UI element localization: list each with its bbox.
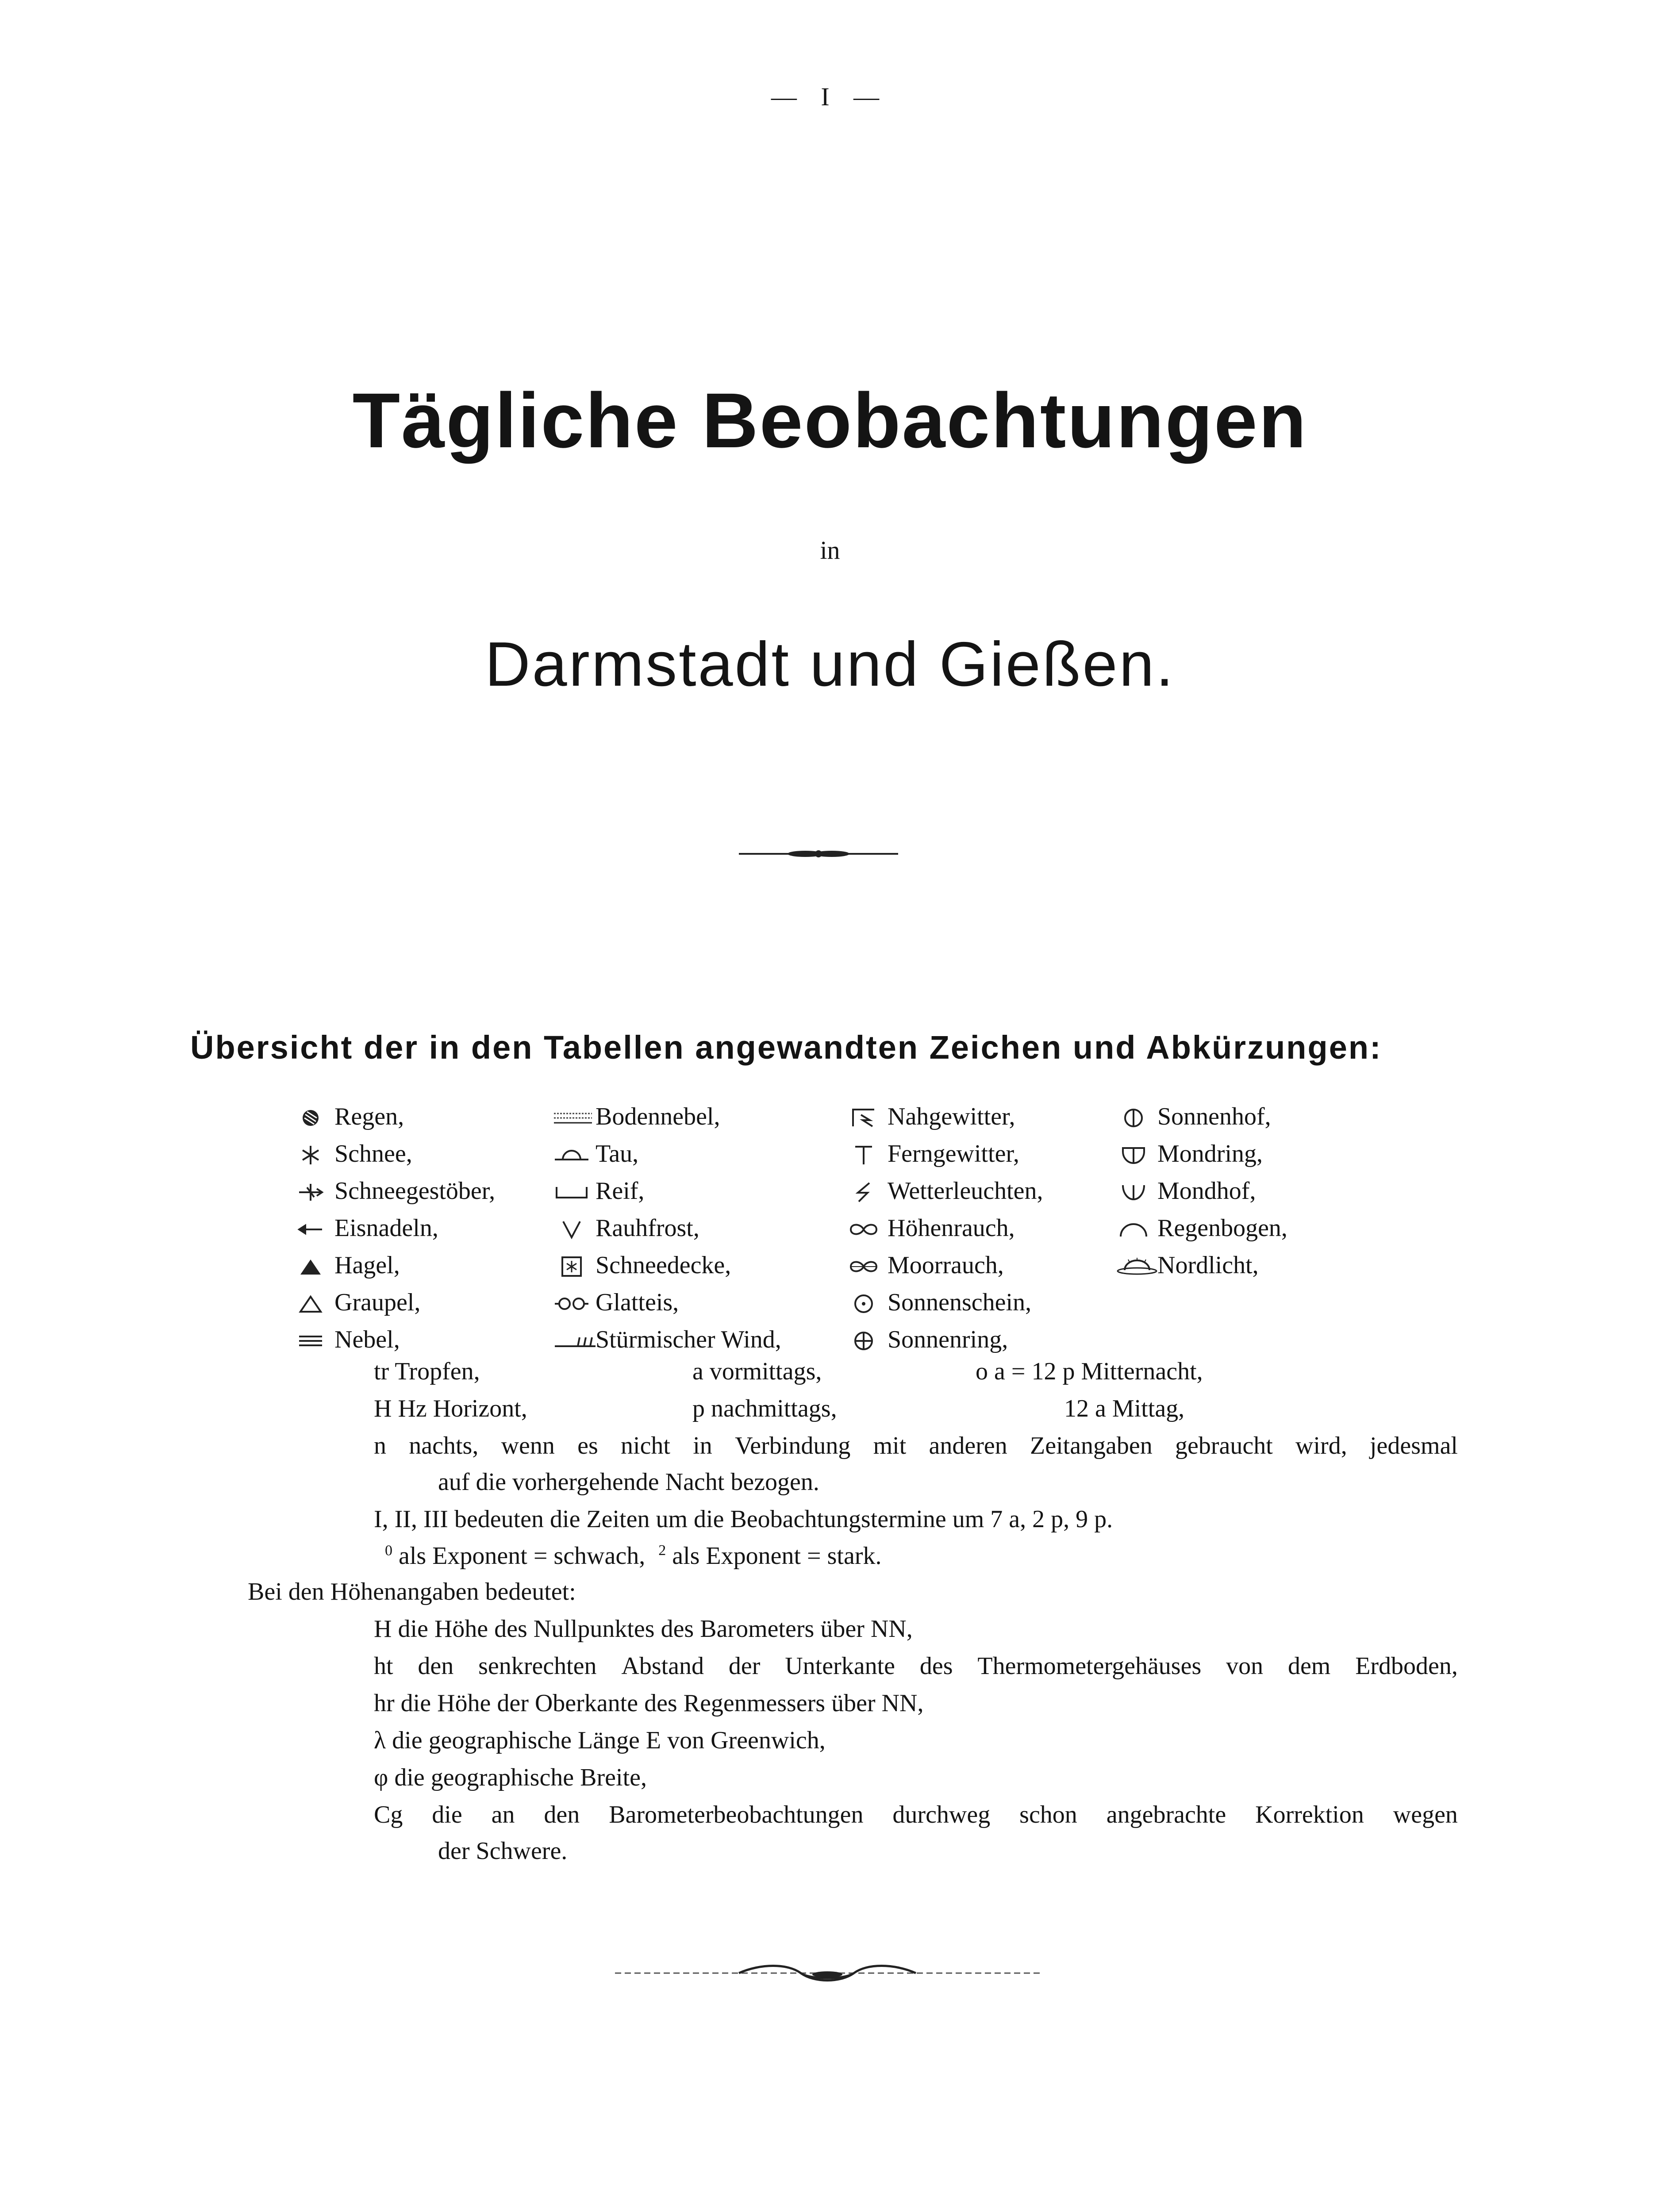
- symbol-entry: [845, 1247, 1004, 1284]
- haze-icon: [845, 1215, 882, 1241]
- heights-ht-word: ht: [374, 1652, 393, 1680]
- abbr-n-word: n: [374, 1432, 386, 1459]
- symbol-entry: [292, 1098, 404, 1135]
- abbr-a: a vormittags,: [692, 1358, 822, 1385]
- symbol-label: Wetterleuchten,: [888, 1177, 1043, 1205]
- symbol-label: Eisnadeln,: [334, 1214, 438, 1242]
- abbr-n-word: Zeitangaben: [1030, 1432, 1153, 1459]
- symbol-entry: [292, 1284, 420, 1321]
- symbol-label: Regen,: [334, 1103, 404, 1130]
- symbol-entry: [292, 1210, 438, 1247]
- symbol-label: Rauhfrost,: [596, 1214, 699, 1242]
- symbol-label: Reif,: [596, 1177, 645, 1205]
- abbr-n-word: Verbindung: [735, 1432, 851, 1459]
- symbol-entry: [292, 1247, 400, 1284]
- moor-smoke-icon: [845, 1252, 882, 1279]
- abbr-tr: tr Tropfen,: [374, 1358, 480, 1385]
- symbol-label: Sonnenhof,: [1157, 1103, 1271, 1130]
- symbol-label: Bodennebel,: [596, 1103, 720, 1130]
- abbr-n-word: jedesmal: [1369, 1432, 1458, 1459]
- abbr-n-word: gebraucht: [1175, 1432, 1273, 1459]
- symbol-entry: [292, 1172, 495, 1210]
- symbol-entry: [1115, 1210, 1287, 1247]
- heights-intro: Bei den Höhenangaben bedeutet:: [248, 1578, 576, 1605]
- rain-icon: [292, 1103, 329, 1130]
- heights-cg2: der Schwere.: [438, 1837, 568, 1865]
- symbol-label: Regenbogen,: [1157, 1214, 1287, 1242]
- abbr-n-line2: auf die vorhergehende Nacht bezogen.: [438, 1468, 819, 1496]
- rainbow-icon: [1115, 1215, 1152, 1241]
- symbol-entry: [845, 1172, 1043, 1210]
- storm-icon: [553, 1326, 590, 1353]
- abbr-n-word: wird,: [1295, 1432, 1347, 1459]
- sun-ring-icon: [845, 1326, 882, 1353]
- sheet-lightning-icon: [845, 1178, 882, 1204]
- moon-ring-icon: [1115, 1141, 1152, 1167]
- symbol-entry: [845, 1135, 1019, 1172]
- heights-ht: [374, 1652, 1458, 1680]
- abbr-n-word: anderen: [929, 1432, 1007, 1459]
- exp-two-text: als Exponent = stark.: [672, 1542, 882, 1570]
- heights-ht-word: Erdboden,: [1355, 1652, 1458, 1680]
- heights-H: H die Höhe des Nullpunktes des Barometers über NN,: [374, 1615, 913, 1643]
- symbol-entry: [553, 1098, 720, 1135]
- abbr-n-word: nachts,: [409, 1432, 479, 1459]
- heights-ht-word: Thermometergehäuses: [977, 1652, 1202, 1680]
- abbr-12a: 12 a Mittag,: [1064, 1395, 1185, 1422]
- symbol-label: Moorrauch,: [888, 1252, 1004, 1279]
- overview-heading: Übersicht der in den Tabellen angewandten Zeichen und Abkürzungen:: [190, 1029, 1382, 1066]
- symbol-label: Schneedecke,: [596, 1252, 731, 1279]
- symbol-label: Nahgewitter,: [888, 1103, 1015, 1130]
- symbol-label: Stürmischer Wind,: [596, 1326, 781, 1353]
- abbr-n-word: mit: [873, 1432, 907, 1459]
- symbol-label: Ferngewitter,: [888, 1140, 1019, 1167]
- symbol-label: Nordlicht,: [1157, 1252, 1259, 1279]
- heights-ht-word: senkrechten: [478, 1652, 597, 1680]
- symbol-label: Mondhof,: [1157, 1177, 1256, 1205]
- symbol-label: Sonnenschein,: [888, 1289, 1032, 1316]
- heights-ht-word: von: [1226, 1652, 1264, 1680]
- distant-thunderstorm-icon: [845, 1141, 882, 1167]
- ornament-footer: [615, 1960, 1040, 1986]
- symbol-label: Hagel,: [334, 1252, 400, 1279]
- heights-ht-word: Abstand: [621, 1652, 704, 1680]
- heights-cg-word: an: [491, 1801, 515, 1828]
- hail-icon: [292, 1252, 329, 1279]
- abbr-oa: o a = 12 p Mitternacht,: [976, 1358, 1203, 1385]
- title-connector: in: [820, 536, 840, 565]
- abbr-p: p nachmittags,: [692, 1395, 837, 1422]
- heights-cg-word: wegen: [1393, 1801, 1458, 1828]
- symbol-label: Mondring,: [1157, 1140, 1263, 1167]
- symbol-entry: [553, 1135, 638, 1172]
- dew-icon: [553, 1141, 590, 1167]
- symbol-entry: [1115, 1172, 1256, 1210]
- sunshine-icon: [845, 1289, 882, 1316]
- heights-hr: hr die Höhe der Oberkante des Regenmessers über NN,: [374, 1690, 924, 1717]
- ice-needles-icon: [292, 1215, 329, 1241]
- frost-icon: [553, 1178, 590, 1204]
- page-title: Tägliche Beobachtungen: [352, 377, 1308, 464]
- abbr-n-word: es: [577, 1432, 598, 1459]
- ornament-divider: [739, 845, 903, 863]
- symbol-entry: [845, 1098, 1015, 1135]
- abbr-exponents: [385, 1542, 881, 1570]
- symbol-label: Höhenrauch,: [888, 1214, 1015, 1242]
- exp-zero-sup: 0: [385, 1542, 392, 1559]
- sun-halo-icon: [1115, 1103, 1152, 1130]
- exp-zero-text: als Exponent = schwach,: [399, 1542, 646, 1570]
- heights-cg-word: Barometerbeobachtungen: [609, 1801, 864, 1828]
- symbol-label: Glatteis,: [596, 1289, 679, 1316]
- abbr-n-word: in: [693, 1432, 712, 1459]
- symbol-entry: [845, 1284, 1031, 1321]
- symbol-entry: [1115, 1135, 1263, 1172]
- symbol-entry: [292, 1135, 412, 1172]
- heights-cg-word: Korrektion: [1255, 1801, 1364, 1828]
- abbr-roman: I, II, III bedeuten die Zeiten um die Beobachtungstermine um 7 a, 2 p, 9 p.: [374, 1505, 1113, 1533]
- heights-cg-word: die: [432, 1801, 462, 1828]
- heights-cg-word: den: [544, 1801, 580, 1828]
- symbol-entry: [553, 1210, 699, 1247]
- symbol-entry: [845, 1321, 1008, 1358]
- snow-icon: [292, 1141, 329, 1167]
- abbr-h: H Hz Horizont,: [374, 1395, 527, 1422]
- heights-phi: φ die geographische Breite,: [374, 1764, 647, 1791]
- ground-fog-icon: [553, 1103, 590, 1130]
- heights-cg-word: Cg: [374, 1801, 403, 1828]
- symbol-label: Schnee,: [334, 1140, 412, 1167]
- symbol-entry: [1115, 1098, 1271, 1135]
- page-number: — I —: [771, 82, 888, 111]
- abbr-n-word: nicht: [621, 1432, 670, 1459]
- snowdrift-icon: [292, 1178, 329, 1204]
- heights-ht-word: des: [919, 1652, 953, 1680]
- heights-ht-word: den: [418, 1652, 454, 1680]
- snow-cover-icon: [553, 1252, 590, 1279]
- glaze-icon: [553, 1289, 590, 1316]
- symbol-label: Graupel,: [334, 1289, 421, 1316]
- page-subtitle: Darmstadt und Gießen.: [485, 629, 1175, 699]
- symbol-entry: [292, 1321, 400, 1358]
- exp-two-sup: 2: [658, 1542, 666, 1559]
- heights-ht-word: Unterkante: [785, 1652, 895, 1680]
- abbr-n-word: wenn: [501, 1432, 555, 1459]
- symbol-label: Schneegestöber,: [334, 1177, 496, 1205]
- heights-lambda: λ die geographische Länge E von Greenwich,: [374, 1727, 826, 1754]
- heights-ht-word: dem: [1287, 1652, 1331, 1680]
- heights-cg: [374, 1801, 1458, 1829]
- symbol-entry: [553, 1321, 781, 1358]
- symbol-label: Tau,: [596, 1140, 639, 1167]
- heights-cg-word: schon: [1019, 1801, 1077, 1828]
- heights-cg-word: angebrachte: [1106, 1801, 1226, 1828]
- symbol-entry: [1115, 1247, 1259, 1284]
- moon-halo-icon: [1115, 1178, 1152, 1204]
- abbr-n-line: [374, 1432, 1458, 1460]
- aurora-icon: [1115, 1252, 1152, 1279]
- heights-ht-word: der: [728, 1652, 761, 1680]
- symbol-entry: [845, 1210, 1015, 1247]
- near-thunderstorm-icon: [845, 1103, 882, 1130]
- symbol-label: Sonnenring,: [888, 1326, 1008, 1353]
- heights-cg-word: durchweg: [892, 1801, 991, 1828]
- symbol-entry: [553, 1284, 679, 1321]
- graupel-icon: [292, 1289, 329, 1316]
- rime-icon: [553, 1215, 590, 1241]
- symbol-entry: [553, 1247, 731, 1284]
- fog-icon: [292, 1326, 329, 1353]
- symbol-entry: [553, 1172, 644, 1210]
- symbol-label: Nebel,: [334, 1326, 400, 1353]
